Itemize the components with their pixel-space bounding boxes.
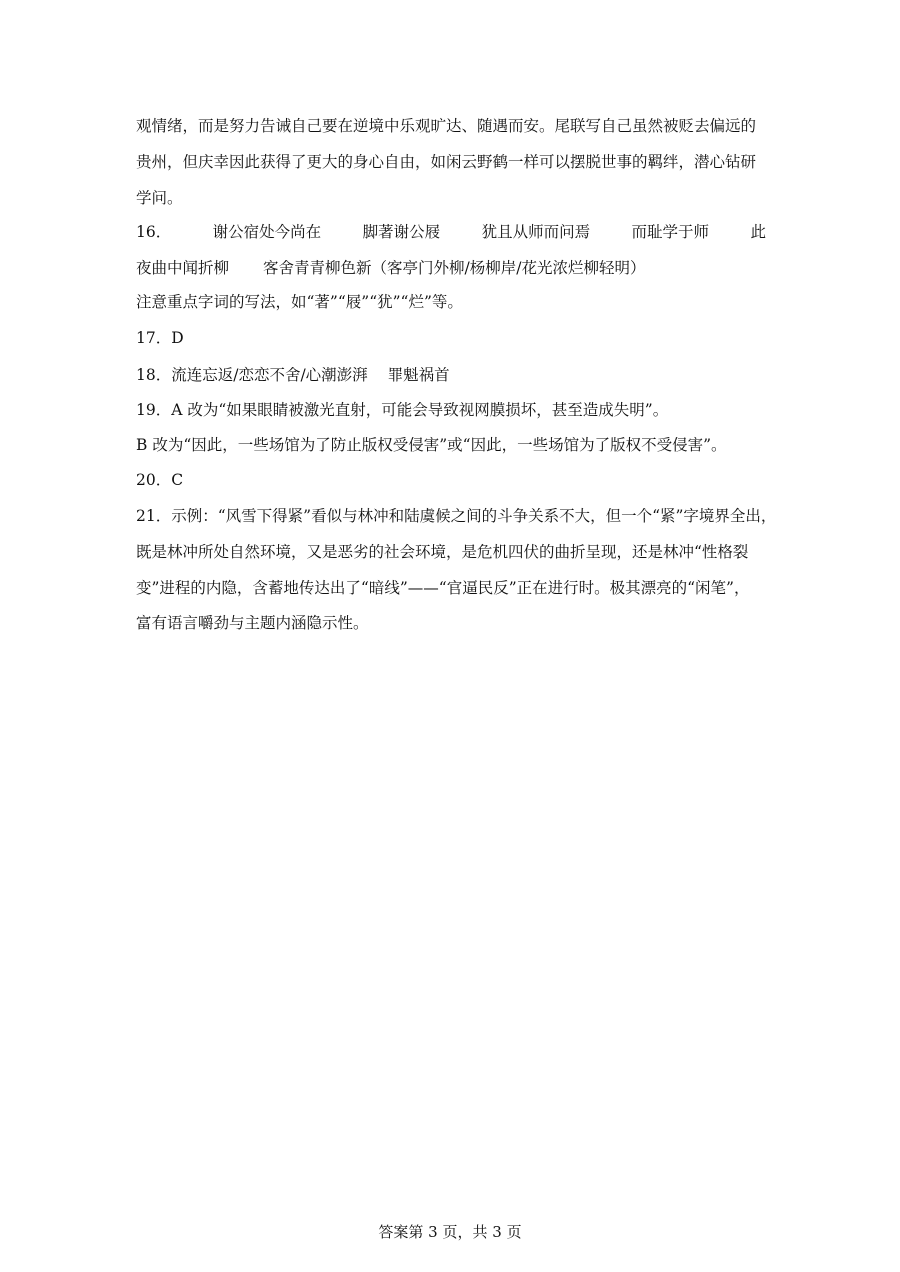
q16-line-2	[136, 257, 645, 279]
q19-answer-a: 19．A 改为“如果眼睛被激光直射，可能会导致视网膜损坏，甚至造成失明”。	[136, 401, 669, 419]
intro-line-3: 学问。	[136, 189, 183, 207]
q18-suffix: 罪魁祸首	[387, 366, 450, 384]
q17-answer: 17．D	[136, 329, 184, 347]
q21-line-4: 富有语言嚼劲与主题内涵隐示性。	[136, 614, 369, 632]
q18-answer	[136, 364, 450, 386]
q16-number: 16．	[136, 223, 172, 241]
q16-answer-3: 犹且从师而问焉	[481, 223, 591, 241]
q16-line-1	[136, 221, 766, 243]
q16-answer-6: 客舍青青柳色新（客亭门外柳/杨柳岸/花光浓烂柳轻明）	[263, 259, 646, 277]
page-footer: 答案第 3 页，共 3 页	[378, 1223, 522, 1241]
q16-answer-5-start: 此	[750, 223, 766, 241]
q18-prefix: 18．流连忘返/恋恋不舍/心潮澎湃	[136, 366, 368, 384]
q16-answer-2: 脚著谢公屐	[362, 223, 441, 241]
intro-line-2: 贵州，但庆幸因此获得了更大的身心自由，如闲云野鹤一样可以摆脱世事的羁绊，潜心钻研	[136, 153, 757, 171]
q21-line-1: 21．示例：“风雪下得紧”看似与林冲和陆虞候之间的斗争关系不大，但一个“紧”字境界全出，	[136, 507, 777, 525]
intro-line-1: 观情绪，而是努力告诫自己要在逆境中乐观旷达、随遇而安。尾联写自己虽然被贬去偏远的	[136, 117, 757, 135]
q20-answer: 20．C	[136, 471, 184, 489]
q16-answer-5-end: 夜曲中闻折柳	[136, 259, 230, 277]
q16-answer-4: 而耻学于师	[631, 223, 710, 241]
q16-note: 注意重点字词的写法，如“著”“屐”“犹”“烂”等。	[136, 293, 463, 311]
q21-line-3: 变”进程的内隐，含蓄地传达出了“暗线”——“官逼民反”正在进行时。极其漂亮的“闲笔”，	[136, 579, 750, 597]
q16-answer-1: 谢公宿处今尚在	[212, 223, 322, 241]
q19-answer-b: B 改为“因此，一些场馆为了防止版权受侵害”或“因此，一些场馆为了版权不受侵害”。	[136, 436, 727, 454]
q21-line-2: 既是林冲所处自然环境，又是恶劣的社会环境，是危机四伏的曲折呈现，还是林冲“性格裂	[136, 543, 749, 561]
